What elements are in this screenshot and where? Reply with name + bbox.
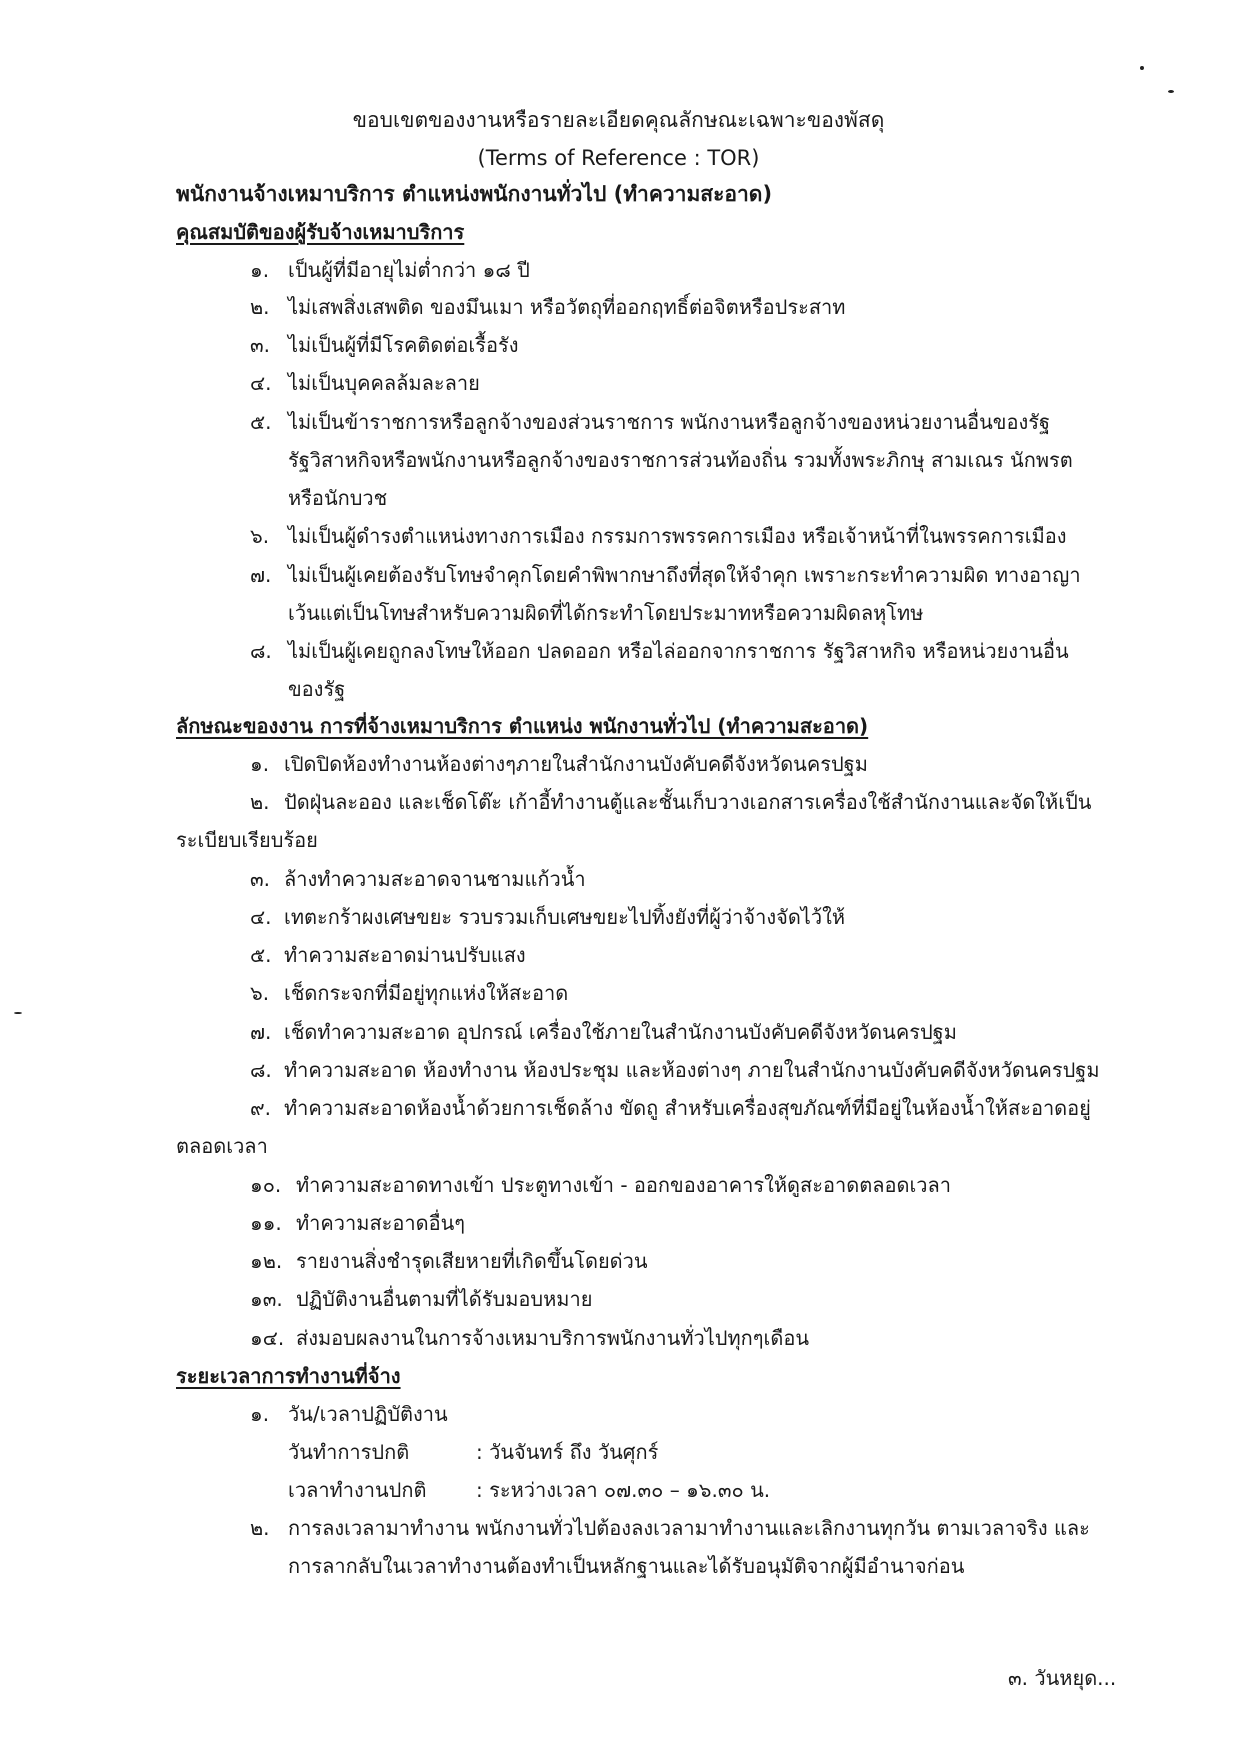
qualification-text-continued: รัฐวิสาหกิจหรือพนักงานหรือลูกจ้างของราชการส่วนท้องถิ่น รวมทั้งพระภิกษุ สามเณร นักพรต: [288, 448, 1073, 472]
schedule-item-number: ๒.: [250, 1516, 270, 1540]
scan-speck: [1140, 66, 1144, 70]
job-heading: ลักษณะของงาน การที่จ้างเหมาบริการ ตำแหน่ง พนักงานทั่วไป (ทำความสะอาด): [176, 714, 869, 738]
document-subtitle: (Terms of Reference : TOR): [477, 146, 760, 170]
job-item-number: ๔.: [250, 905, 272, 929]
job-item-text: ทำความสะอาด ห้องทำงาน ห้องประชุม และห้องต่างๆ ภายในสำนักงานบังคับคดีจังหวัดนครปฐม: [284, 1058, 1100, 1082]
job-item-text-continued: ตลอดเวลา: [176, 1134, 268, 1158]
job-item-number: ๑๒.: [250, 1249, 283, 1273]
schedule-row-label: เวลาทำงานปกติ: [288, 1478, 427, 1502]
qualification-text-continued: ของรัฐ: [288, 677, 346, 701]
qualification-text: ไม่เป็นบุคคลล้มละลาย: [288, 371, 480, 395]
schedule-item-title: วัน/เวลาปฏิบัติงาน: [288, 1402, 448, 1426]
job-item-text: ทำความสะอาดห้องน้ำด้วยการเช็ดล้าง ขัดถู สำหรับเครื่องสุขภัณฑ์ที่มีอยู่ในห้องน้ำให้สะอาดอยู่: [284, 1096, 1091, 1120]
qualification-text: ไม่เป็นผู้ดำรงตำแหน่งทางการเมือง กรรมการพรรคการเมือง หรือเจ้าหน้าที่ในพรรคการเมือง: [288, 524, 1067, 548]
job-item-text: รายงานสิ่งชำรุดเสียหายที่เกิดขึ้นโดยด่วน: [296, 1249, 648, 1273]
scan-speck: [14, 1012, 22, 1014]
schedule-item-number: ๑.: [250, 1402, 270, 1426]
schedule-row-value: : วันจันทร์ ถึง วันศุกร์: [476, 1440, 659, 1464]
qualification-text-continued: หรือนักบวช: [288, 486, 388, 510]
schedule-row-value: : ระหว่างเวลา ๐๗.๓๐ – ๑๖.๓๐ น.: [476, 1478, 771, 1502]
job-item-number: ๑๐.: [250, 1173, 282, 1197]
document-title: ขอบเขตของงานหรือรายละเอียดคุณลักษณะเฉพาะของพัสดุ: [352, 108, 885, 132]
qualification-text: ไม่เป็นผู้ที่มีโรคติดต่อเรื้อรัง: [288, 333, 519, 357]
qualification-number: ๕.: [250, 410, 272, 434]
qualification-number: ๑.: [250, 258, 270, 282]
qualification-text: ไม่เสพสิ่งเสพติด ของมึนเมา หรือวัตถุที่ออกฤทธิ์ต่อจิตหรือประสาท: [288, 295, 846, 319]
job-item-text: เทตะกร้าผงเศษขยะ รวบรวมเก็บเศษขยะไปทิ้งยังที่ผู้ว่าจ้างจัดไว้ให้: [284, 905, 846, 929]
job-item-number: ๙.: [250, 1096, 272, 1120]
job-item-text: ปัดฝุ่นละออง และเช็ดโต๊ะ เก้าอี้ทำงานตู้และชั้นเก็บวางเอกสารเครื่องใช้สำนักงานและจัดให้เป็น: [284, 790, 1092, 814]
job-item-text-continued: ระเบียบเรียบร้อย: [176, 828, 318, 852]
job-item-number: ๗.: [250, 1020, 272, 1044]
job-item-number: ๕.: [250, 943, 272, 967]
job-item-number: ๑๑.: [250, 1211, 282, 1235]
job-item-text: เช็ดกระจกที่มีอยู่ทุกแห่งให้สะอาด: [284, 981, 569, 1005]
job-item-number: ๑๔.: [250, 1326, 285, 1350]
job-item-text: ทำความสะอาดอื่นๆ: [296, 1211, 466, 1235]
job-item-text: เปิดปิดห้องทำงานห้องต่างๆภายในสำนักงานบังคับคดีจังหวัดนครปฐม: [284, 752, 868, 776]
qualification-text: ไม่เป็นผู้เคยถูกลงโทษให้ออก ปลดออก หรือไล่ออกจากราชการ รัฐวิสาหกิจ หรือหน่วยงานอื่น: [288, 639, 1069, 663]
job-item-text: ล้างทำความสะอาดจานชามแก้วน้ำ: [284, 867, 586, 891]
job-item-text: ทำความสะอาดม่านปรับแสง: [284, 943, 526, 967]
qualification-number: ๔.: [250, 371, 272, 395]
job-item-number: ๖.: [250, 981, 270, 1005]
qualifications-heading: คุณสมบัติของผู้รับจ้างเหมาบริการ: [176, 220, 465, 244]
schedule-item-text-continued: การลากลับในเวลาทำงานต้องทำเป็นหลักฐานและได้รับอนุมัติจากผู้มีอำนาจก่อน: [288, 1554, 965, 1578]
job-item-text: ส่งมอบผลงานในการจ้างเหมาบริการพนักงานทั่วไปทุกๆเดือน: [296, 1326, 810, 1350]
job-item-number: ๑๓.: [250, 1287, 283, 1311]
qualification-number: ๖.: [250, 524, 270, 548]
job-item-number: ๘.: [250, 1058, 272, 1082]
qualification-number: ๓.: [250, 333, 271, 357]
job-item-number: ๒.: [250, 790, 270, 814]
position-heading: พนักงานจ้างเหมาบริการ ตำแหน่งพนักงานทั่วไป (ทำความสะอาด): [176, 182, 773, 206]
schedule-item-text: การลงเวลามาทำงาน พนักงานทั่วไปต้องลงเวลามาทำงานและเลิกงานทุกวัน ตามเวลาจริง และ: [288, 1516, 1090, 1540]
schedule-row-label: วันทำการปกติ: [288, 1440, 410, 1464]
job-item-text: ทำความสะอาดทางเข้า ประตูทางเข้า - ออกของอาคารให้ดูสะอาดตลอดเวลา: [296, 1173, 951, 1197]
job-item-text: เช็ดทำความสะอาด อุปกรณ์ เครื่องใช้ภายในสำนักงานบังคับคดีจังหวัดนครปฐม: [284, 1020, 957, 1044]
job-item-number: ๓.: [250, 867, 271, 891]
job-item-text: ปฏิบัติงานอื่นตามที่ได้รับมอบหมาย: [296, 1287, 593, 1311]
qualification-text: เป็นผู้ที่มีอายุไม่ต่ำกว่า ๑๘ ปี: [288, 258, 530, 282]
scan-speck: [1168, 90, 1174, 93]
qualification-number: ๒.: [250, 295, 270, 319]
qualification-number: ๗.: [250, 563, 272, 587]
qualification-text-continued: เว้นแต่เป็นโทษสำหรับความผิดที่ได้กระทำโดยประมาทหรือความผิดลหุโทษ: [288, 601, 924, 625]
schedule-heading: ระยะเวลาการทำงานที่จ้าง: [176, 1364, 401, 1388]
qualification-text: ไม่เป็นข้าราชการหรือลูกจ้างของส่วนราชการ พนักงานหรือลูกจ้างของหน่วยงานอื่นของรัฐ: [288, 410, 1051, 434]
job-item-number: ๑.: [250, 752, 270, 776]
qualification-text: ไม่เป็นผู้เคยต้องรับโทษจำคุกโดยคำพิพากษาถึงที่สุดให้จำคุก เพราะกระทำความผิด ทางอาญา: [288, 563, 1081, 587]
qualification-number: ๘.: [250, 639, 272, 663]
page-continuation: ๓. วันหยุด...: [1008, 1666, 1117, 1690]
